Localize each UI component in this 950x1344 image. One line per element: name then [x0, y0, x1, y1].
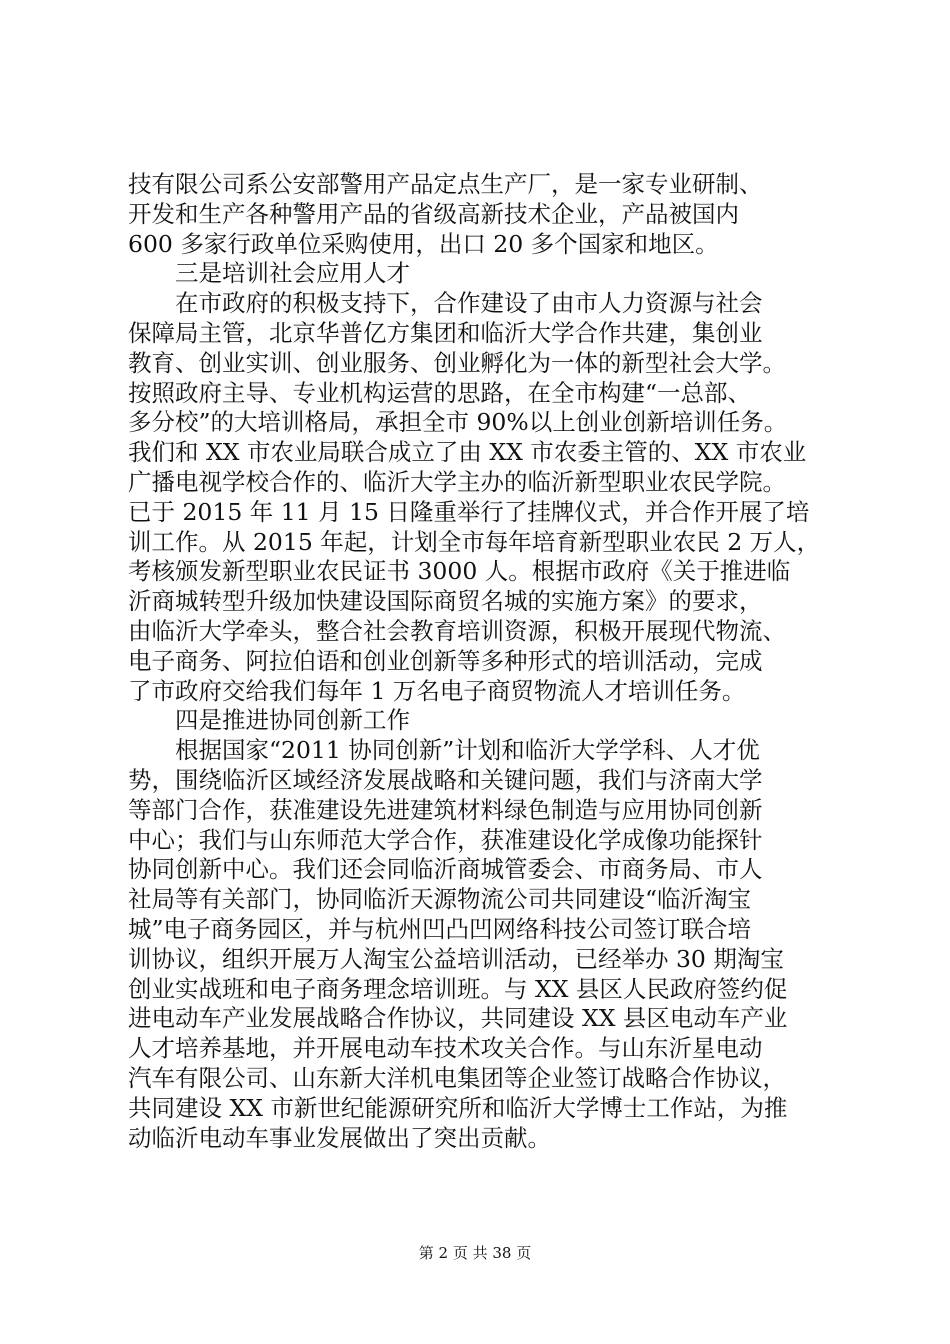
text-line: 按照政府主导、专业机构运营的思路，在全市构建“一总部、 [128, 378, 752, 407]
text-line: 势，围绕临沂区域经济发展战略和关键问题，我们与济南大学 [128, 765, 763, 794]
text-line: 电子商务、阿拉伯语和创业创新等多种形式的培训活动，完成 [128, 646, 763, 675]
text-line: 了市政府交给我们每年 1 万名电子商贸物流人才培训任务。 [128, 676, 746, 705]
text-line: 城”电子商务园区，并与杭州凹凸凹网络科技公司签订联合培 [128, 914, 752, 943]
body-text [128, 170, 838, 1153]
page-number: 第 2 页 共 38 页 [418, 1244, 532, 1262]
section-heading: 三是培训社会应用人才 [128, 259, 410, 288]
text-line: 创业实战班和电子商务理念培训班。与 XX 县区人民政府签约促 [128, 974, 788, 1003]
text-line: 等部门合作，获准建设先进建筑材料绿色制造与应用协同创新 [128, 795, 763, 824]
text-line: 根据国家“2011 协同创新”计划和临沂大学学科、人才优 [128, 736, 760, 765]
text-line: 多分校”的大培训格局，承担全市 90%以上创业创新培训任务。 [128, 408, 788, 437]
text-line: 协同创新中心。我们还会同临沂商城管委会、市商务局、市人 [128, 855, 763, 884]
text-line: 在市政府的积极支持下，合作建设了由市人力资源与社会 [128, 289, 763, 318]
text-line: 教育、创业实训、创业服务、创业孵化为一体的新型社会大学。 [128, 348, 786, 377]
text-line: 我们和 XX 市农业局联合成立了由 XX 市农委主管的、XX 市农业 [128, 438, 807, 467]
text-line: 汽车有限公司、山东新大洋机电集团等企业签订战略合作协议， [128, 1063, 786, 1092]
text-line: 进电动车产业发展战略合作协议，共同建设 XX 县区电动车产业 [128, 1004, 788, 1033]
text-line: 动临沂电动车事业发展做出了突出贡献。 [128, 1123, 551, 1152]
text-line: 600 多家行政单位采购使用，出口 20 多个国家和地区。 [128, 229, 719, 258]
text-line: 技有限公司系公安部警用产品定点生产厂，是一家专业研制、 [128, 170, 763, 198]
text-line: 开发和生产各种警用产品的省级高新技术企业，产品被国内 [128, 199, 739, 228]
text-line: 训工作。从 2015 年起，计划全市每年培育新型职业农民 2 万人， [128, 527, 821, 556]
text-line: 社局等有关部门，协同临沂天源物流公司共同建设“临沂淘宝 [128, 885, 752, 914]
text-line: 训协议，组织开展万人淘宝公益培训活动，已经举办 30 期淘宝 [128, 944, 784, 973]
text-line: 共同建设 XX 市新世纪能源研究所和临沂大学博士工作站，为推 [128, 1093, 788, 1122]
text-line: 中心；我们与山东师范大学合作，获准建设化学成像功能探针 [128, 825, 763, 854]
text-line: 人才培养基地，并开展电动车技术攻关合作。与山东沂星电动 [128, 1034, 763, 1063]
text-line: 广播电视学校合作的、临沂大学主办的临沂新型职业农民学院。 [128, 467, 786, 496]
text-line: 由临沂大学牵头，整合社会教育培训资源，积极开展现代物流、 [128, 616, 786, 645]
text-line: 考核颁发新型职业农民证书 3000 人。根据市政府《关于推进临 [128, 557, 791, 586]
text-line: 保障局主管，北京华普亿方集团和临沂大学合作共建，集创业 [128, 318, 763, 347]
section-heading: 四是推进协同创新工作 [128, 706, 410, 735]
text-line: 沂商城转型升级加快建设国际商贸名城的实施方案》的要求， [128, 587, 763, 616]
text-line: 已于 2015 年 11 月 15 日隆重举行了挂牌仪式，并合作开展了培 [128, 497, 810, 526]
